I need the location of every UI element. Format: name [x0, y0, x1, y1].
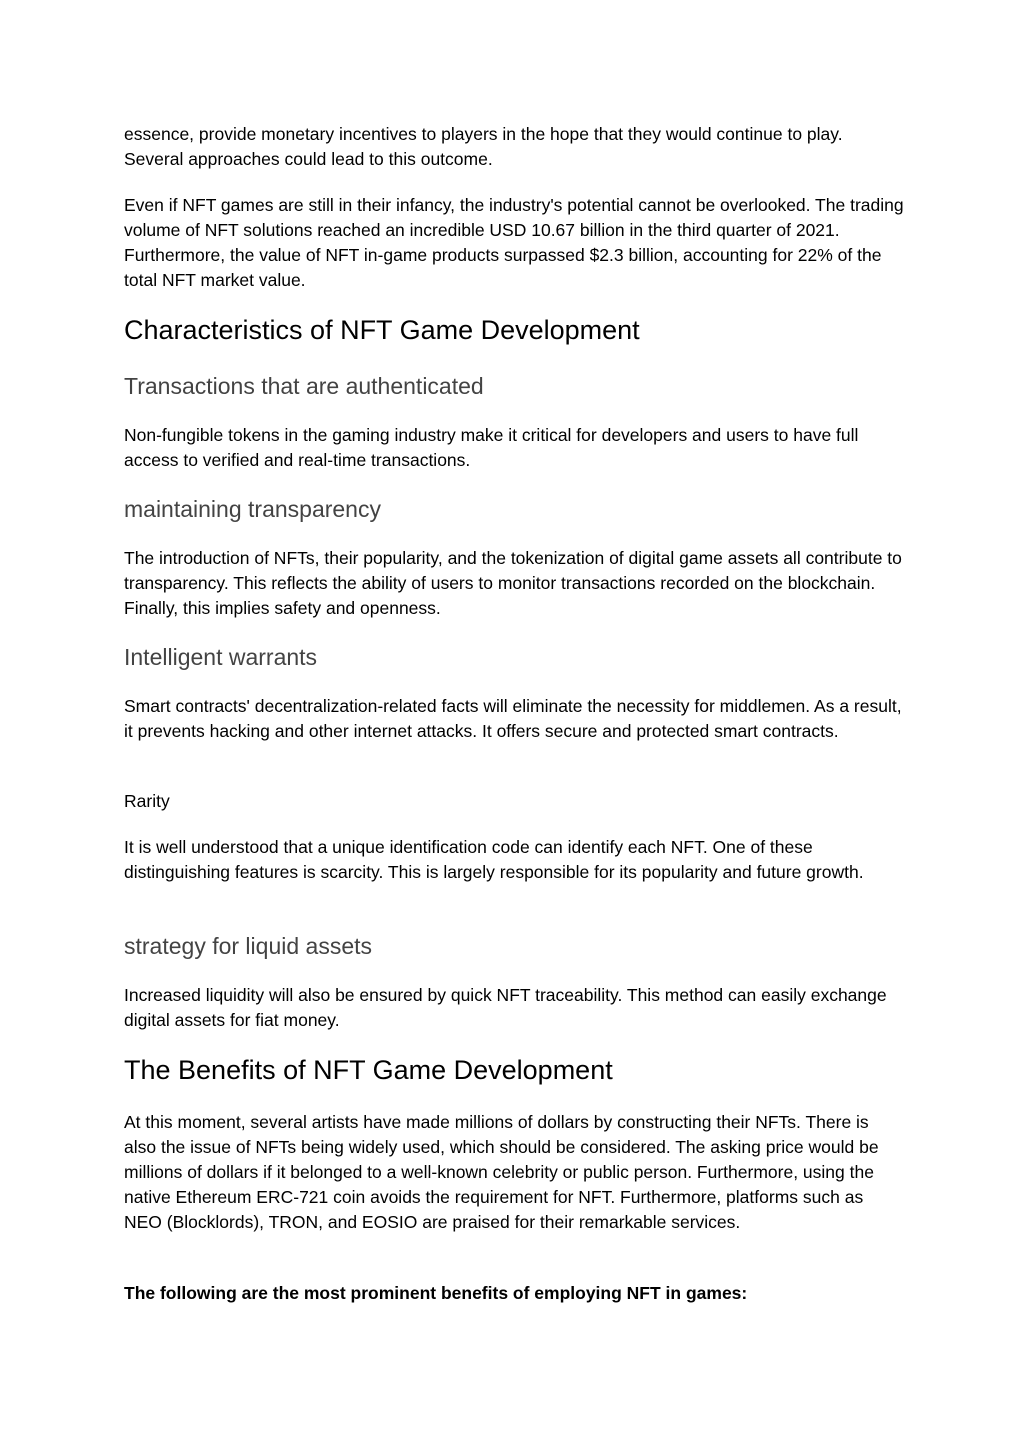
intro-paragraph-2: Even if NFT games are still in their infancy, the industry's potential cannot be overlooked. The trading volume of NFT solutions reached an incredible USD 10.67 billion in the third quarter of 2021. Furthermore, the value of NFT in-game products surpassed $2.3 billion, accounting for 22% of the total NFT market value. [124, 195, 904, 290]
section-heading-characteristics: Characteristics of NFT Game Development [124, 315, 640, 345]
subheading-liquid-assets: strategy for liquid assets [124, 933, 373, 959]
paragraph-benefits: At this moment, several artists have made millions of dollars by constructing their NFTs. There is also the issue of NFTs being widely used, which should be considered. The asking price would be millions of dollars if it belonged to a well-known celebrity or public person. Furthermore, using the native Ethereum ERC-721 coin avoids the requirement for NFT. Furthermore, platforms such as NEO (Blocklords), TRON, and EOSIO are praised for their remarkable services. [124, 1112, 879, 1232]
paragraph-liquid-assets: Increased liquidity will also be ensured by quick NFT traceability. This method can easily exchange digital assets for fiat money. [124, 985, 887, 1030]
label-rarity: Rarity [124, 791, 170, 811]
paragraph-rarity: It is well understood that a unique identification code can identify each NFT. One of these distinguishing features is scarcity. This is largely responsible for its popularity and future growth. [124, 837, 864, 882]
paragraph-transparency: The introduction of NFTs, their popularity, and the tokenization of digital game assets all contribute to transparency. This reflects the ability of users to monitor transactions recorded on the blockchain. Finally, this implies safety and openness. [124, 548, 902, 618]
subheading-intelligent-warrants: Intelligent warrants [124, 644, 318, 670]
subheading-authenticated-transactions: Transactions that are authenticated [124, 373, 484, 399]
section-heading-benefits: The Benefits of NFT Game Development [124, 1055, 613, 1085]
benefits-list-lead: The following are the most prominent benefits of employing NFT in games: [124, 1283, 748, 1303]
paragraph-intelligent-warrants: Smart contracts' decentralization-related facts will eliminate the necessity for middlemen. As a result, it prevents hacking and other internet attacks. It offers secure and protected smart contracts. [124, 696, 902, 741]
subheading-transparency: maintaining transparency [124, 496, 381, 522]
intro-paragraph-1: essence, provide monetary incentives to players in the hope that they would continue to play. Several approaches could lead to this outcome. [124, 124, 843, 169]
paragraph-authenticated-transactions: Non-fungible tokens in the gaming industry make it critical for developers and users to have full access to verified and real-time transactions. [124, 425, 859, 470]
